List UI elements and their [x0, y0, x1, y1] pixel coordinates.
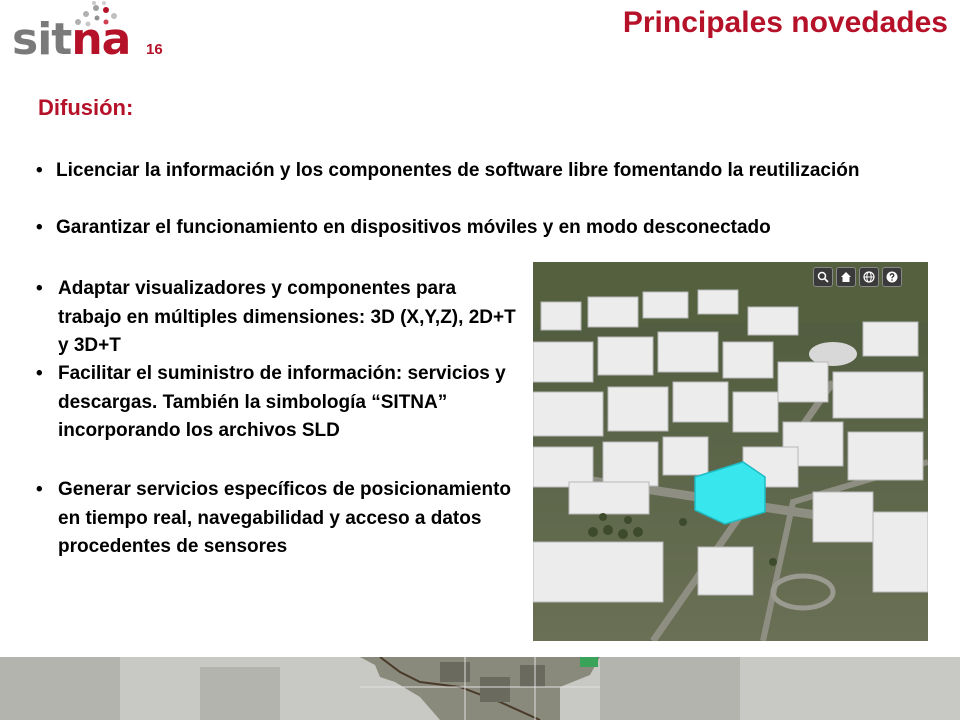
- logo-text-na: na: [71, 14, 131, 65]
- footer-terrain-image: [0, 657, 960, 720]
- city-scene: [533, 262, 928, 641]
- globe-button[interactable]: [859, 267, 879, 287]
- home-icon: [840, 271, 852, 283]
- 3d-city-map[interactable]: [533, 262, 928, 641]
- logo-text-sit: sit: [12, 14, 72, 65]
- home-button[interactable]: [836, 267, 856, 287]
- bullet-dot: •: [36, 217, 43, 238]
- bullet-dot: •: [36, 160, 43, 181]
- bullet-dot: •: [36, 363, 43, 384]
- bullet-dot: •: [36, 479, 43, 500]
- bullet-item: [36, 157, 936, 186]
- bullet-item: [36, 214, 816, 243]
- page-number: 16: [146, 41, 163, 58]
- map-toolbar: [813, 267, 902, 287]
- bullet-item: [36, 476, 516, 562]
- section-heading: Difusión:: [38, 95, 134, 120]
- bullet-dot: •: [36, 278, 43, 299]
- bullet-text: Facilitar el suministro de información: servicios y descargas. También la simbología “SITNA” incorporando los archivos SLD: [58, 363, 506, 441]
- search-icon: [817, 271, 829, 283]
- search-button[interactable]: [813, 267, 833, 287]
- bullet-item: [36, 275, 516, 361]
- bullet-text: Garantizar el funcionamiento en dispositivos móviles y en modo desconectado: [56, 217, 771, 238]
- bullet-text: Adaptar visualizadores y componentes para trabajo en múltiples dimensiones: 3D (X,Y,Z), 2D+T y 3D+T: [58, 278, 516, 356]
- help-button[interactable]: [882, 267, 902, 287]
- sitna-logo: [6, 0, 146, 72]
- help-icon: [886, 271, 898, 283]
- globe-icon: [863, 271, 875, 283]
- slide-title: Principales novedades: [622, 6, 948, 39]
- bullet-text: Generar servicios específicos de posicionamiento en tiempo real, navegabilidad y acceso a datos procedentes de sensores: [58, 479, 512, 557]
- footer-map-band: [0, 657, 960, 720]
- bullet-text: Licenciar la información y los componentes de software libre fomentando la reutilización: [56, 160, 860, 181]
- logo-wordmark: [12, 14, 131, 65]
- bullet-item: [36, 360, 516, 446]
